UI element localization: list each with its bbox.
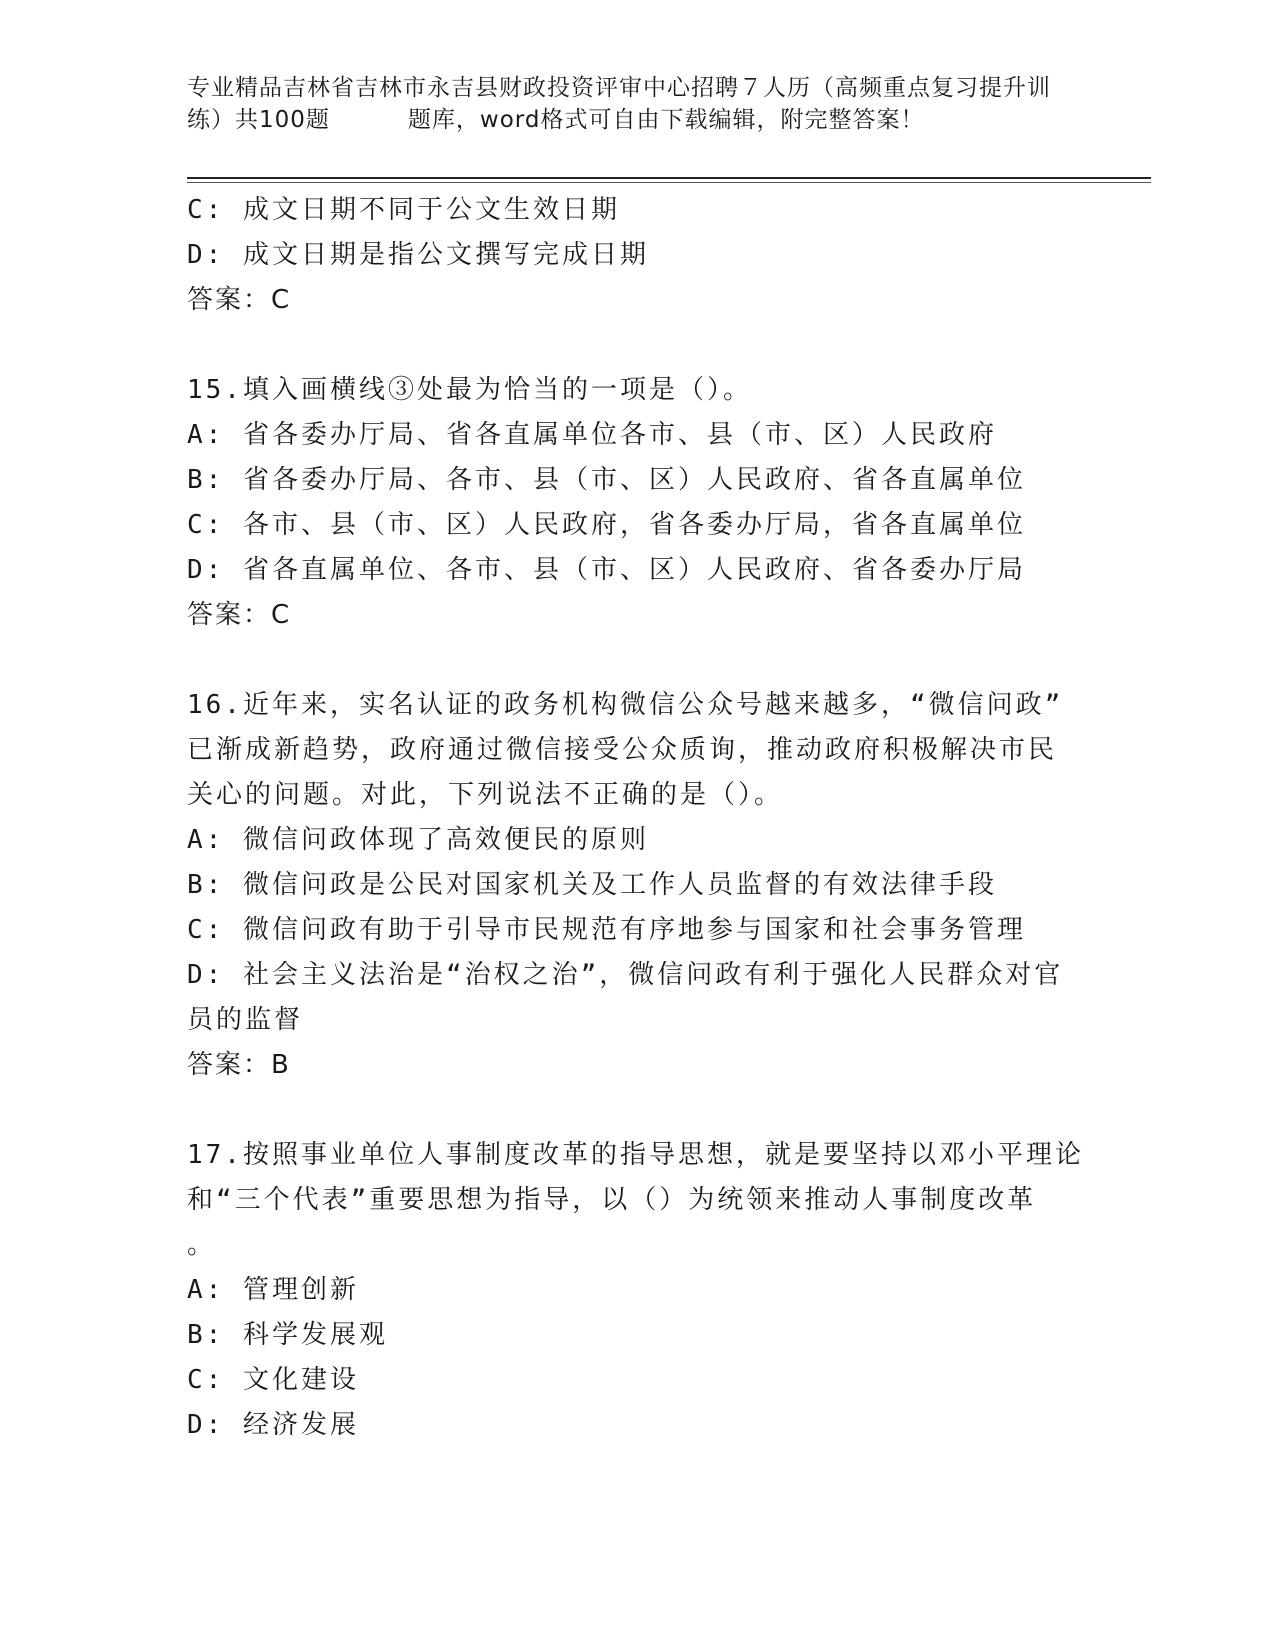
option-c: C: 各市、县（市、区）人民政府，省各委办厅局，省各直属单位 [187, 510, 1026, 540]
question-stem-line-3: 。 [187, 1230, 217, 1260]
option-b: B: 科学发展观 [187, 1320, 388, 1350]
option-d-line-2: 员的监督 [187, 1005, 304, 1035]
option-c: C: 文化建设 [187, 1365, 359, 1395]
option-d: D: 经济发展 [187, 1410, 359, 1440]
question-16 [187, 683, 1087, 1088]
answer: 答案：C [187, 600, 292, 630]
question-list [187, 188, 1087, 1448]
answer: 答案：B [187, 1050, 291, 1080]
header-title-line-2-part-1: 练）共100题 [187, 107, 330, 133]
header-title-line-1: 专业精品吉林省吉林市永吉县财政投资评审中心招聘７人历（高频重点复习提升训 [187, 75, 1051, 101]
spacer [187, 638, 1087, 683]
header-rule-thin [187, 182, 1151, 183]
question-stem-line-1: 17.按照事业单位人事制度改革的指导思想，就是要坚持以邓小平理论 [187, 1140, 1084, 1170]
question-17 [187, 1133, 1087, 1448]
header-title-line-2-part-2: 题库，word格式可自由下载编辑，附完整答案！ [407, 107, 925, 133]
spacer [187, 1088, 1087, 1133]
option-a: A: 省各委办厅局、省各直属单位各市、县（市、区）人民政府 [187, 420, 997, 450]
question-stem-line-1: 16.近年来，实名认证的政务机构微信公众号越来越多，“微信问政” [187, 690, 1064, 720]
question-stem-line-2: 和“三个代表”重要思想为指导，以（）为统领来推动人事制度改革 [187, 1185, 1037, 1215]
answer: 答案：C [187, 285, 292, 315]
question-stem-line-2: 已渐成新趋势，政府通过微信接受公众质询，推动政府积极解决市民 [187, 735, 1058, 765]
option-c: C: 成文日期不同于公文生效日期 [187, 195, 620, 225]
header-title-line-2 [187, 104, 1087, 136]
option-b: B: 省各委办厅局、各市、县（市、区）人民政府、省各直属单位 [187, 465, 1026, 495]
option-d: D: 成文日期是指公文撰写完成日期 [187, 240, 649, 270]
option-d-line-1: D: 社会主义法治是“治权之治”，微信问政有利于强化人民群众对官 [187, 960, 1064, 990]
option-b: B: 微信问政是公民对国家机关及工作人员监督的有效法律手段 [187, 870, 997, 900]
question-14 [187, 188, 1087, 323]
option-c: C: 微信问政有助于引导市民规范有序地参与国家和社会事务管理 [187, 915, 1026, 945]
question-stem: 15.填入画横线③处最为恰当的一项是（）。 [187, 375, 752, 405]
header-rule-thick [187, 177, 1151, 179]
option-d: D: 省各直属单位、各市、县（市、区）人民政府、省各委办厅局 [187, 555, 1026, 585]
question-stem-line-3: 关心的问题。对此，下列说法不正确的是（）。 [187, 780, 784, 810]
option-a: A: 微信问政体现了高效便民的原则 [187, 825, 649, 855]
question-15 [187, 368, 1087, 638]
option-a: A: 管理创新 [187, 1275, 359, 1305]
page-header [187, 72, 1087, 136]
spacer [187, 323, 1087, 368]
